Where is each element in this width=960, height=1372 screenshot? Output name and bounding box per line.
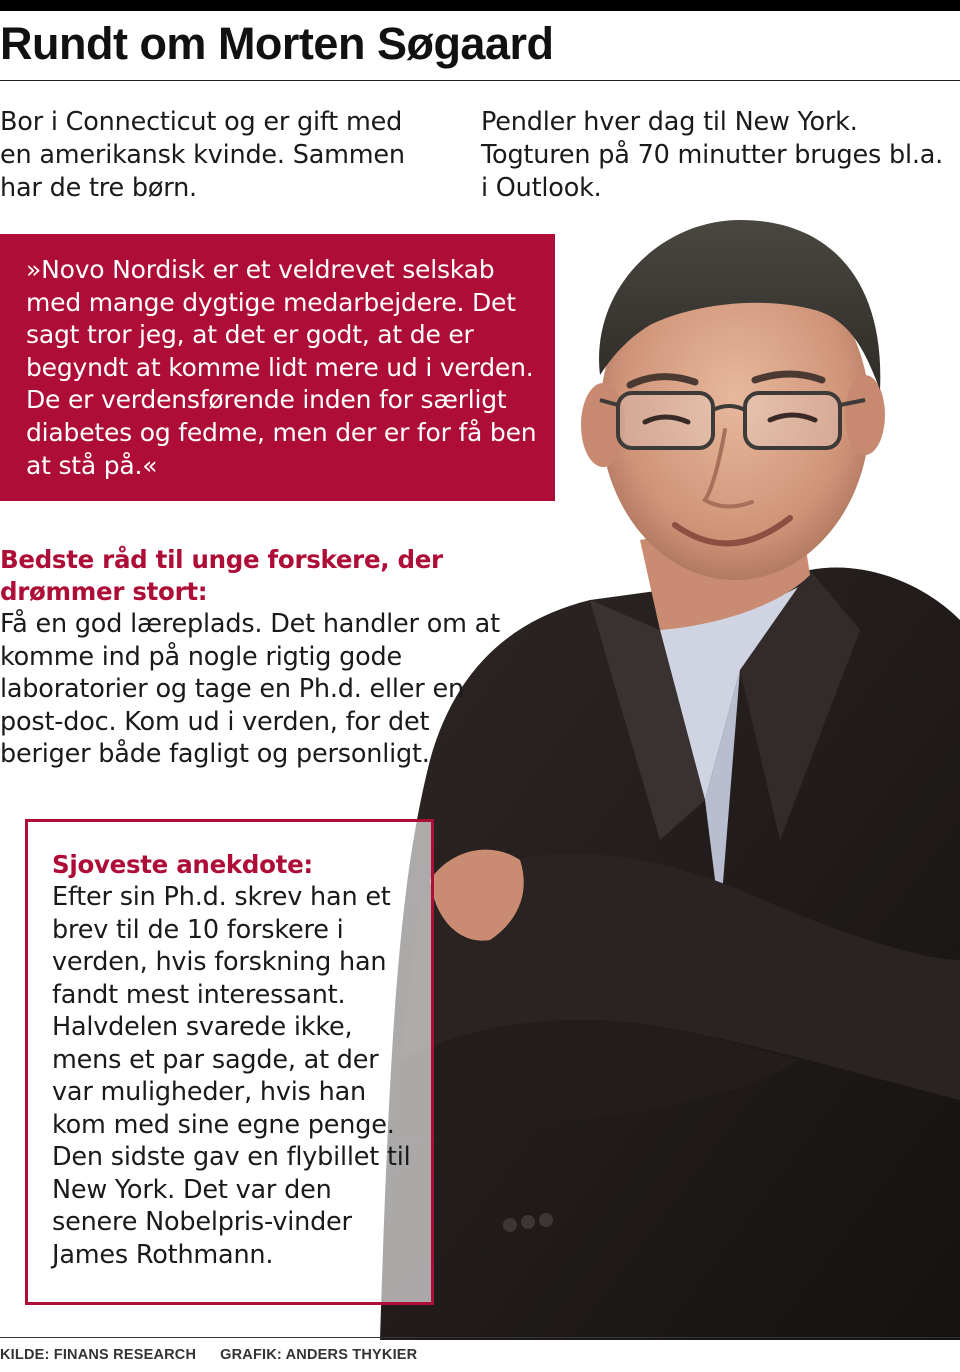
intro-family-text: Bor i Connecticut og er gift med en amerikansk kvinde. Sammen har de tre børn. bbox=[0, 107, 405, 203]
anecdote-box bbox=[25, 819, 434, 1305]
advice-heading: Bedste råd til unge forskere, der drømmer stort: bbox=[0, 545, 443, 606]
advice-text: Få en god læreplads. Det handler om at komme ind på nogle rigtig gode laboratorier og tage en Ph.d. eller en post-doc. Kom ud i verden, for det beriger både fagligt og personligt. bbox=[0, 609, 500, 769]
top-black-bar bbox=[0, 0, 960, 11]
quote-box bbox=[0, 234, 555, 501]
footer-divider bbox=[0, 1337, 960, 1338]
quote-text: »Novo Nordisk er et veldrevet selskab med mange dygtige medarbejdere. Det sagt tror jeg, at det er godt, at de er begyndt at komme lidt mere ud i verden. De er verdensførende inden for særligt diabetes og fedme, men der er for få ben at stå på.« bbox=[26, 255, 537, 480]
anecdote-text: Efter sin Ph.d. skrev han et brev til de 10 forskere i verden, hvis forskning han fandt mest interessant. Halvdelen svarede ikke, mens et par sagde, at der var muligheder, hvis han kom med sine egne penge. Den sidste gav en flybillet til New York. Det var den senere Nobelpris-vinder James Rothmann. bbox=[52, 882, 411, 1270]
title-divider bbox=[0, 80, 960, 81]
source-credit: KILDE: FINANS RESEARCH bbox=[0, 1347, 197, 1363]
page-title: Rundt om Morten Søgaard bbox=[0, 18, 554, 69]
graphic-credit: GRAFIK: ANDERS THYKIER bbox=[220, 1347, 418, 1363]
intro-commute-text: Pendler hver dag til New York. Togturen på 70 minutter bruges bl.a. i Outlook. bbox=[481, 107, 944, 203]
anecdote-heading: Sjoveste anekdote: bbox=[52, 850, 313, 879]
footer-credits bbox=[0, 1346, 417, 1364]
